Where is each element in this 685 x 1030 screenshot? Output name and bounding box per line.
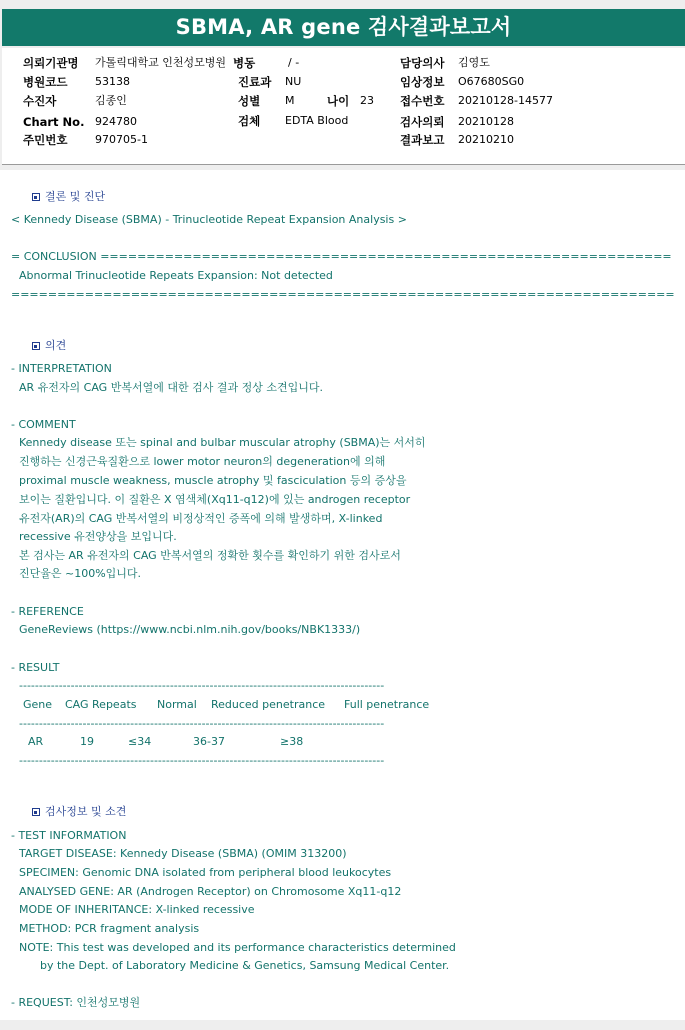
comment-line: 본 검사는 AR 유전자의 CAG 반복서열의 정확한 횟수를 확인하기 위한 검사로서 xyxy=(19,549,401,562)
examinee-value: 김종인 xyxy=(95,94,127,107)
result-cell-gene: AR xyxy=(28,735,44,748)
accession-no-label: 접수번호 xyxy=(400,94,445,108)
report-body xyxy=(0,170,685,1020)
test-info-line: MODE OF INHERITANCE: X-linked recessive xyxy=(19,903,255,916)
requesting-institution-label: 의뢰기관명 xyxy=(23,56,79,70)
comment-header: - COMMENT xyxy=(11,418,76,431)
conclusion-rule: ======================================================================== xyxy=(11,288,675,301)
test-info-line: METHOD: PCR fragment analysis xyxy=(19,922,200,935)
comment-line: recessive 유전양상을 보입니다. xyxy=(19,530,177,543)
hospital-code-value: 53138 xyxy=(95,75,130,88)
physician-value: 김영도 xyxy=(458,56,490,69)
section-box-icon xyxy=(32,342,40,350)
test-info-line: NOTE: This test was developed and its performance characteristics determined xyxy=(19,941,456,954)
test-info-line: TARGET DISEASE: Kennedy Disease (SBMA) (OMIM 313200) xyxy=(19,847,347,860)
comment-line: Kennedy disease 또는 spinal and bulbar muscular atrophy (SBMA)는 서서히 xyxy=(19,436,426,449)
comment-line: 진행하는 신경근육질환으로 lower motor neuron의 degeneration에 의해 xyxy=(19,455,386,468)
result-table-rule: -------------------------------------------------------------------------------------------- xyxy=(19,754,385,767)
result-cell-full: ≥38 xyxy=(280,735,304,748)
result-col-header: Full penetrance xyxy=(344,698,430,711)
physician-label: 담당의사 xyxy=(400,56,445,70)
ward-value: / - xyxy=(288,56,300,69)
result-cell-cag: 19 xyxy=(80,735,94,748)
interpretation-text: AR 유전자의 CAG 반복서열에 대한 검사 결과 정상 소견입니다. xyxy=(19,381,323,394)
clinical-info-label: 임상정보 xyxy=(400,75,445,89)
result-table-rule: -------------------------------------------------------------------------------------------- xyxy=(19,679,385,692)
chart-no-value: 924780 xyxy=(95,115,137,128)
section-test-info-title: 검사정보 및 소견 xyxy=(44,805,127,818)
examinee-label: 수진자 xyxy=(23,94,57,108)
reference-header: - REFERENCE xyxy=(11,605,84,618)
comment-line: 보이는 질환입니다. 이 질환은 X 염색체(Xq11-q12)에 있는 androgen receptor xyxy=(19,493,411,506)
section-test-info xyxy=(11,791,126,833)
accession-no-value: 20210128-14577 xyxy=(458,94,553,107)
interpretation-header: - INTERPRETATION xyxy=(11,362,112,375)
age-label: 나이 xyxy=(327,94,350,108)
comment-line: 유전자(AR)의 CAG 반복서열의 비정상적인 증폭에 의해 발생하며, X-linked xyxy=(19,512,383,525)
department-value: NU xyxy=(285,75,302,88)
sex-label: 성별 xyxy=(238,94,261,108)
patient-info-panel xyxy=(2,48,685,165)
section-box-icon xyxy=(32,193,40,201)
resident-no-value: 970705-1 xyxy=(95,133,148,146)
test-info-line: SPECIMEN: Genomic DNA isolated from peripheral blood leukocytes xyxy=(19,866,392,879)
result-col-header: Gene xyxy=(23,698,53,711)
age-value: 23 xyxy=(360,94,374,107)
reference-text: GeneReviews (https://www.ncbi.nlm.nih.gov/books/NBK1333/) xyxy=(19,623,361,636)
section-opinion xyxy=(11,325,66,367)
sex-value: M xyxy=(285,94,295,107)
conclusion-header: = CONCLUSION ============================================================== xyxy=(11,250,672,263)
test-info-header: - TEST INFORMATION xyxy=(11,829,127,842)
section-box-icon xyxy=(32,808,40,816)
report-title: SBMA, AR gene 검사결과보고서 xyxy=(2,9,685,46)
resident-no-label: 주민번호 xyxy=(23,133,68,147)
section-conclusion xyxy=(11,176,105,218)
section-opinion-title: 의견 xyxy=(44,339,67,352)
specimen-value: EDTA Blood xyxy=(285,114,349,127)
result-col-header: CAG Repeats xyxy=(65,698,137,711)
result-table-rule: -------------------------------------------------------------------------------------------- xyxy=(19,717,385,730)
test-info-line: by the Dept. of Laboratory Medicine & Genetics, Samsung Medical Center. xyxy=(19,959,450,972)
section-conclusion-title: 결론 및 진단 xyxy=(44,190,106,203)
comment-line: proximal muscle weakness, muscle atrophy 및 fasciculation 등의 증상을 xyxy=(19,474,407,487)
comment-line: 진단율은 ~100%입니다. xyxy=(19,567,142,580)
result-header: - RESULT xyxy=(11,661,60,674)
request-date-label: 검사의뢰 xyxy=(400,115,445,129)
requesting-institution-value: 가톨릭대학교 인천성모병원 xyxy=(95,56,227,69)
hospital-code-label: 병원코드 xyxy=(23,75,68,89)
department-label: 진료과 xyxy=(238,75,272,89)
conclusion-text: Abnormal Trinucleotide Repeats Expansion: Not detected xyxy=(19,269,333,282)
request-line: - REQUEST: 인천성모병원 xyxy=(11,996,141,1009)
result-cell-reduced: 36-37 xyxy=(193,735,225,748)
report-date-label: 결과보고 xyxy=(400,133,445,147)
result-cell-normal: ≤34 xyxy=(128,735,152,748)
clinical-info-value: O67680SG0 xyxy=(458,75,525,88)
result-col-header: Reduced penetrance xyxy=(211,698,326,711)
specimen-label: 검체 xyxy=(238,114,261,128)
request-date-value: 20210128 xyxy=(458,115,514,128)
report-date-value: 20210210 xyxy=(458,133,514,146)
test-info-line: ANALYSED GENE: AR (Androgen Receptor) on Chromosome Xq11-q12 xyxy=(19,885,402,898)
chart-no-label: Chart No. xyxy=(23,115,85,129)
analysis-title: < Kennedy Disease (SBMA) - Trinucleotide Repeat Expansion Analysis > xyxy=(11,213,407,226)
result-col-header: Normal xyxy=(157,698,197,711)
ward-label: 병동 xyxy=(233,56,256,70)
